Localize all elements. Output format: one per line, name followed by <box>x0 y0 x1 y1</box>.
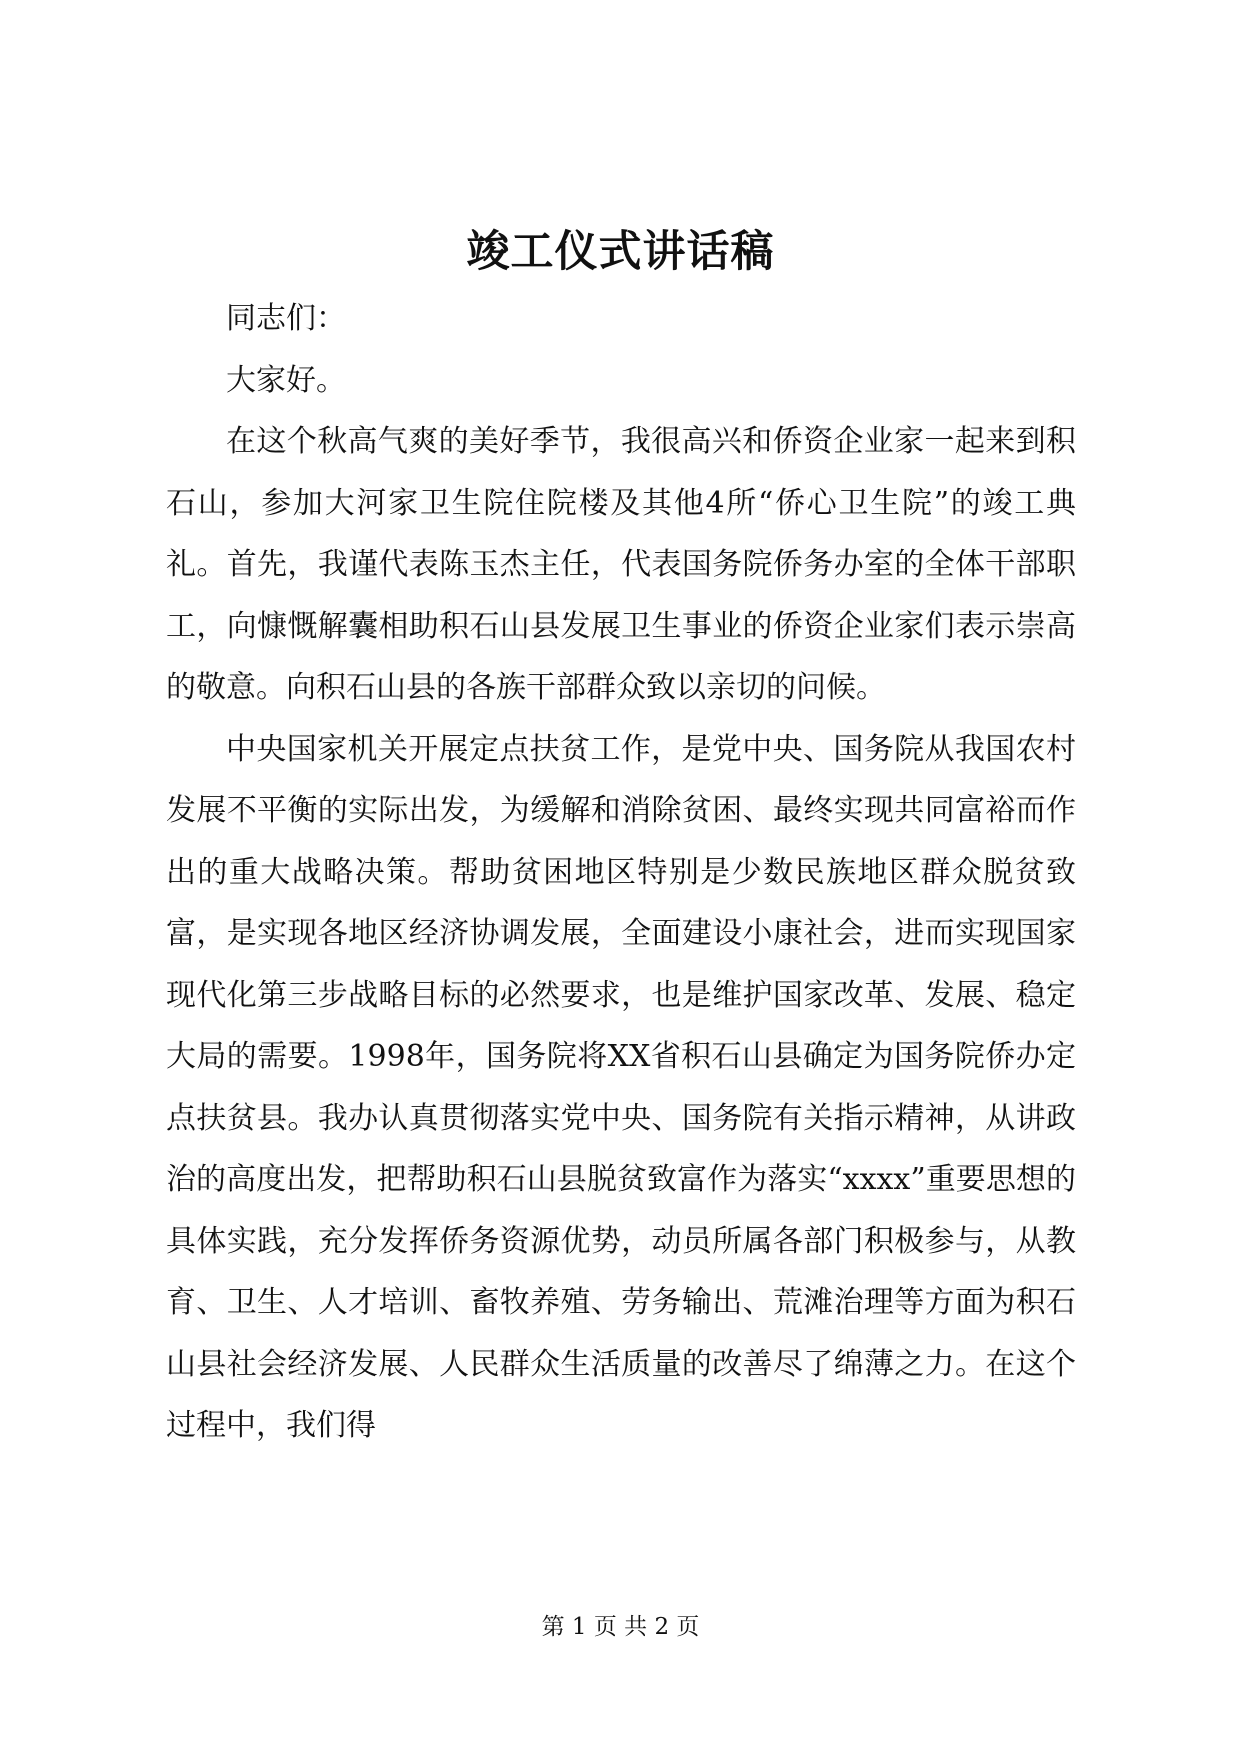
opening-paragraph: 在这个秋高气爽的美好季节，我很高兴和侨资企业家一起来到积石山，参加大河家卫生院住院楼及其他4所“侨心卫生院”的竣工典礼。首先，我谨代表陈玉杰主任，代表国务院侨务办室的全体干部职工，向慷慨解囊相助积石山县发展卫生事业的侨资企业家们表示崇高的敬意。向积石山县的各族干部群众致以亲切的问候。 <box>166 424 1076 705</box>
policy-paragraph: 中央国家机关开展定点扶贫工作，是党中央、国务院从我国农村发展不平衡的实际出发，为缓解和消除贫困、最终实现共同富裕而作出的重大战略决策。帮助贫困地区特别是少数民族地区群众脱贫致富，是实现各地区经济协调发展，全面建设小康社会，进而实现国家现代化第三步战略目标的必然要求，也是维护国家改革、发展、稳定大局的需要。1998年，国务院将XX省积石山县确定为国务院侨办定点扶贫县。我办认真贯彻落实党中央、国务院有关指示精神，从讲政治的高度出发，把帮助积石山县脱贫致富作为落实“xxxx”重要思想的具体实践，充分发挥侨务资源优势，动员所属各部门积极参与，从教育、卫生、人才培训、畜牧养殖、劳务输出、荒滩治理等方面为积石山县社会经济发展、人民群众生活质量的改善尽了绵薄之力。在这个过程中，我们得 <box>166 731 1076 1443</box>
salutation-paragraph: 同志们： <box>226 301 346 336</box>
greeting-paragraph: 大家好。 <box>226 362 346 398</box>
document-title: 竣工仪式讲话稿 <box>466 227 775 277</box>
document-body <box>166 288 1076 1457</box>
page-footer: 第 1 页 共 2 页 <box>541 1614 700 1640</box>
